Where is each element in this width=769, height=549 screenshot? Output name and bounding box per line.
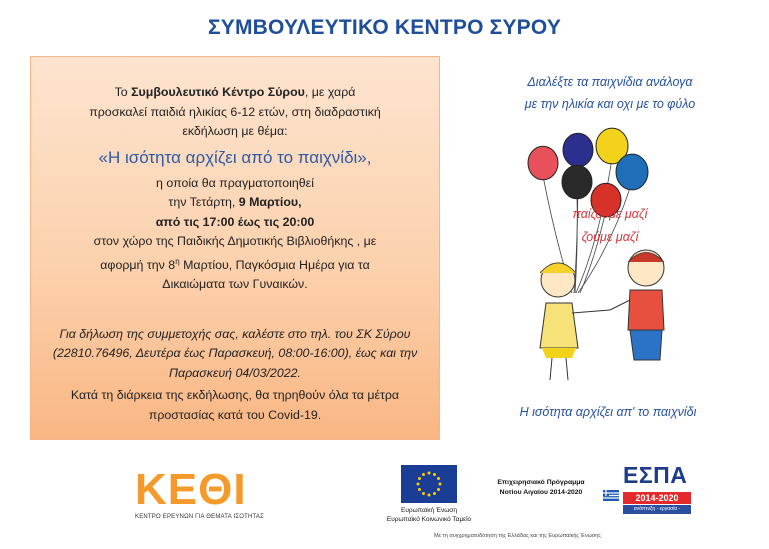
espa-tagline: ανάπτυξη - εργασία - αλληλεγγύη	[623, 505, 691, 514]
eu-caption	[368, 506, 490, 524]
page-title: ΣΥΜΒΟΥΛΕΥΤΙΚΟ ΚΕΝΤΡΟ ΣΥΡΟΥ	[207, 16, 562, 39]
invitation-box	[30, 56, 440, 440]
balloon-group	[528, 128, 648, 217]
art-mid-line-2: ζούμε μαζί	[581, 230, 639, 244]
balloon	[563, 133, 593, 167]
eu-star-icon	[433, 473, 436, 476]
balloon	[562, 165, 592, 199]
eu-caption-line: Ευρωπαϊκή Ένωση	[401, 507, 457, 514]
center-name: Συμβουλευτικό Κέντρο Σύρου	[131, 85, 305, 99]
espa-logo	[603, 462, 693, 521]
covid-text: Κατά τη διάρκεια της εκδήλωσης, θα τηρηθούν όλα τα μέτρα προστασίας κατά του Covid-19.	[70, 388, 400, 422]
art-mid-line-1: παίζουμε μαζί	[572, 207, 648, 221]
eu-star-icon	[417, 483, 420, 486]
eu-star-icon	[422, 492, 425, 495]
espa-wordmark: ΕΣΠΑ	[623, 462, 688, 488]
eu-caption-line: Ευρωπαϊκό Κοινωνικό Ταμείο	[386, 516, 472, 523]
invite-line: προσκαλεί παιδιά ηλικίας 6-12 ετών, στη διαδραστική	[89, 104, 381, 119]
cofunding-note: Με τη συγχρηματοδότηση της Ελλάδας και της Ευρωπαϊκής Ένωσης	[434, 533, 602, 539]
invite-line	[45, 83, 425, 103]
girl-figure	[540, 263, 610, 380]
invite-line: εκδήλωση με θέμα:	[182, 124, 288, 138]
eu-star-icon	[433, 492, 436, 495]
keoi-subtitle: ΚΕΝΤΡΟ ΕΡΕΥΝΩΝ ΓΙΑ ΘΕΜΑΤΑ ΙΣΟΤΗΤΑΣ	[135, 514, 265, 520]
event-time: από τις 17:00 έως τις 20:00	[155, 214, 315, 229]
invite-line: Δικαιώματα των Γυναικών.	[162, 277, 308, 292]
eu-star-icon	[422, 473, 425, 476]
program-line: Επιχειρησιακό Πρόγραμμα	[497, 479, 585, 486]
greek-flag-icon	[603, 490, 619, 501]
eu-star-icon	[437, 477, 440, 480]
balloon	[528, 146, 558, 180]
invite-line	[45, 252, 425, 276]
art-bottom-line: Η ισότητα αρχίζει απ' το παιχνίδι	[519, 405, 697, 419]
logo-strip	[0, 462, 769, 549]
program-caption	[482, 478, 600, 498]
eu-flag-icon	[401, 465, 457, 503]
date: 9 Μαρτίου,	[238, 195, 302, 209]
text: , με χαρά	[304, 85, 356, 99]
eu-star-icon	[428, 472, 431, 475]
balloon	[616, 154, 648, 190]
boy-figure	[610, 250, 664, 360]
program-line: Νοτίου Αιγαίου 2014-2020	[499, 489, 583, 496]
text: Το	[114, 85, 132, 99]
eu-star-icon	[418, 477, 421, 480]
text: αφορμή την 8	[100, 257, 176, 272]
ordinal: η	[175, 256, 180, 266]
keoi-wordmark: ΚΕΘΙ	[135, 465, 247, 514]
espa-years: 2014-2020	[623, 492, 691, 504]
invite-line: στον χώρο της Παιδικής Δημοτικής Βιβλιοθήκης , με	[93, 234, 377, 248]
text: την Τετάρτη,	[168, 195, 239, 209]
eu-star-icon	[428, 494, 431, 497]
eu-star-icon	[418, 488, 421, 491]
event-date	[45, 193, 425, 213]
text: Μαρτίου, Παγκόσμια Ημέρα για τα	[179, 257, 370, 272]
illustration	[460, 68, 760, 428]
invite-line: η οποία θα πραγματοποιηθεί	[156, 175, 314, 190]
rsvp-text: Για δήλωση της συμμετοχής σας, καλέστε στο τηλ. του ΣΚ Σύρου (22810.76496, Δευτέρα έως Παρασκευή, 08:00-16:00), έως και την Παρασκευή 04/03/2022.	[52, 326, 418, 380]
event-title: «Η ισότητα αρχίζει από το παιχνίδι»,	[98, 147, 372, 167]
keoi-logo	[135, 465, 265, 520]
art-top-line-2: με την ηλικία και οχι με το φύλο	[524, 97, 696, 111]
eu-star-icon	[437, 488, 440, 491]
eu-star-icon	[439, 483, 442, 486]
art-top-line-1: Διαλέξτε τα παιχνίδια ανάλογα	[527, 75, 693, 89]
